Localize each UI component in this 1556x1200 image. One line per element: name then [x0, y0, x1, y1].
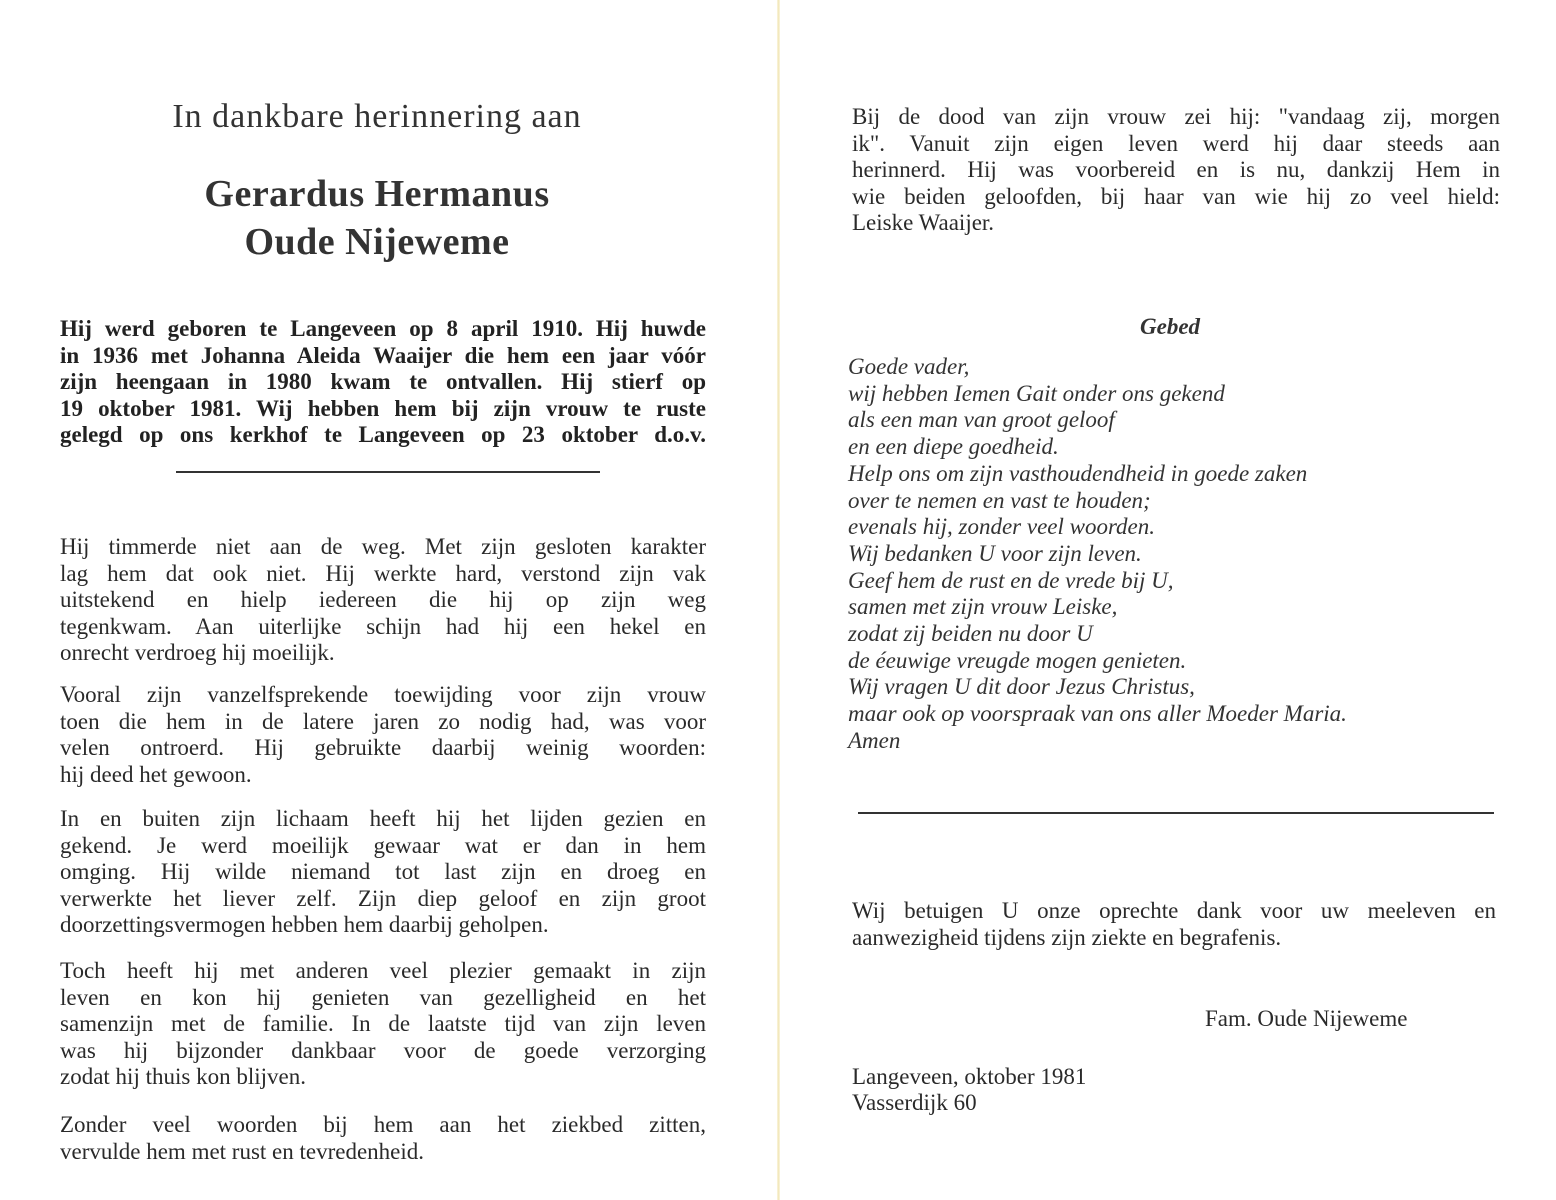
bio-line: Hij werd geboren te Langeveen op 8 april 1910. Hij huwde: [60, 316, 706, 341]
deceased-name-line1: Gerardus Hermanus: [204, 173, 550, 215]
text-line: hij deed het gewoon.: [60, 761, 252, 787]
text-line: aanwezigheid tijdens zijn ziekte en begrafenis.: [852, 924, 1282, 950]
text-line: uitstekend en hielp iedereen die hij op zijn weg: [60, 587, 706, 612]
text-line: verwerkte het liever zelf. Zijn diep geloof en zijn groot: [60, 885, 706, 911]
prayer-title: Gebed: [1140, 314, 1201, 339]
prayer-line: als een man van groot geloof: [848, 407, 1115, 433]
text-line: Toch heeft hij met anderen veel plezier gemaakt in zijn: [60, 958, 706, 983]
place-date: Langeveen, oktober 1981: [852, 1064, 1087, 1089]
prayer-line: evenals hij, zonder veel woorden.: [848, 514, 1156, 540]
right-page: [780, 0, 1556, 1200]
text-line: In en buiten zijn lichaam heeft hij het lijden gezien en: [60, 806, 706, 831]
prayer-line: Amen: [848, 727, 901, 753]
bio-line: 19 oktober 1981. Wij hebben hem bij zijn vrouw te ruste: [60, 395, 706, 421]
text-line: Vooral zijn vanzelfsprekende toewijding voor zijn vrouw: [60, 682, 706, 707]
text-line: lag hem dat ook niet. Hij werkte hard, verstond zijn vak: [60, 560, 706, 586]
text-line: Hij timmerde niet aan de weg. Met zijn gesloten karakter: [60, 534, 706, 559]
text-line: Bij de dood van zijn vrouw zei hij: "vandaag zij, morgen: [852, 104, 1500, 129]
text-line: herinnerd. Hij was voorbereid en is nu, dankzij Hem in: [852, 157, 1500, 182]
prayer-line: maar ook op voorspraak van ons aller Moeder Maria.: [848, 701, 1347, 727]
prayer: [848, 354, 1347, 755]
divider: [858, 812, 1494, 814]
prayer-line: Goede vader,: [848, 354, 970, 379]
text-line: doorzettingsvermogen hebben hem daarbij geholpen.: [60, 912, 549, 937]
paragraph-3: [60, 806, 706, 939]
family-signature: Fam. Oude Nijeweme: [1205, 1006, 1408, 1031]
thanks-paragraph: [852, 898, 1496, 951]
text-line: omging. Hij wilde niemand tot last zijn en droeg en: [60, 859, 706, 884]
text-line: tegenkwam. Aan uiterlijke schijn had hij een hekel en: [60, 613, 706, 639]
text-line: velen ontroerd. Hij gebruikte daarbij weinig woorden:: [60, 735, 706, 760]
prayer-line: Wij bedanken U voor zijn leven.: [848, 540, 1142, 566]
paragraph-4: [60, 958, 706, 1091]
intro-heading: In dankbare herinnering aan: [172, 98, 582, 135]
divider: [176, 471, 600, 473]
text-line: was hij bijzonder dankbaar voor de goede verzorging: [60, 1037, 706, 1063]
biography: [60, 316, 706, 449]
bio-line: in 1936 met Johanna Aleida Waaijer die hem een jaar vóór: [60, 342, 706, 368]
prayer-line: Wij vragen U dit door Jezus Christus,: [848, 674, 1195, 700]
paragraph-1: [60, 534, 706, 667]
bio-line: zijn heengaan in 1980 kwam te ontvallen. Hij stierf op: [60, 369, 706, 394]
prayer-line: zodat zij beiden nu door U: [848, 621, 1093, 647]
text-line: zodat hij thuis kon blijven.: [60, 1064, 306, 1089]
text-line: toen die hem in de latere jaren zo nodig had, was voor: [60, 708, 706, 734]
place-and-address: [852, 1064, 1086, 1116]
prayer-line: over te nemen en vast te houden;: [848, 487, 1151, 513]
text-line: vervulde hem met rust en tevredenheid.: [60, 1138, 425, 1164]
intro-paragraph: [852, 104, 1500, 237]
bio-line: gelegd op ons kerkhof te Langeveen op 23 oktober d.o.v.: [60, 422, 706, 447]
text-line: samenzijn met de familie. In de laatste tijd van zijn leven: [60, 1011, 706, 1036]
prayer-line: Help ons om zijn vasthoudendheid in goede zaken: [848, 460, 1308, 486]
text-line: ik". Vanuit zijn eigen leven werd hij daar steeds aan: [852, 130, 1500, 156]
paragraph-5: [60, 1112, 706, 1165]
text-line: wie beiden geloofden, bij haar van wie hij zo veel hield:: [852, 183, 1500, 209]
left-page: [0, 0, 777, 1200]
text-line: Leiske Waaijer.: [852, 210, 995, 235]
text-line: Zonder veel woorden bij hem aan het ziekbed zitten,: [60, 1112, 706, 1137]
paragraph-2: [60, 682, 706, 788]
prayer-line: wij hebben Iemen Gait onder ons gekend: [848, 380, 1225, 406]
text-line: onrecht verdroeg hij moeilijk.: [60, 640, 335, 665]
text-line: gekend. Je werd moeilijk gewaar wat er dan in hem: [60, 832, 706, 858]
prayer-line: samen met zijn vrouw Leiske,: [848, 594, 1118, 620]
deceased-name-line2: Oude Nijeweme: [244, 221, 510, 263]
prayer-line: Geef hem de rust en de vrede bij U,: [848, 567, 1174, 593]
address: Vasserdijk 60: [852, 1090, 977, 1115]
prayer-line: de éeuwige vreugde mogen genieten.: [848, 647, 1187, 673]
text-line: Wij betuigen U onze oprechte dank voor uw meeleven en: [852, 898, 1496, 923]
prayer-line: en een diepe goedheid.: [848, 434, 1059, 460]
text-line: leven en kon hij genieten van gezelligheid en het: [60, 984, 706, 1010]
